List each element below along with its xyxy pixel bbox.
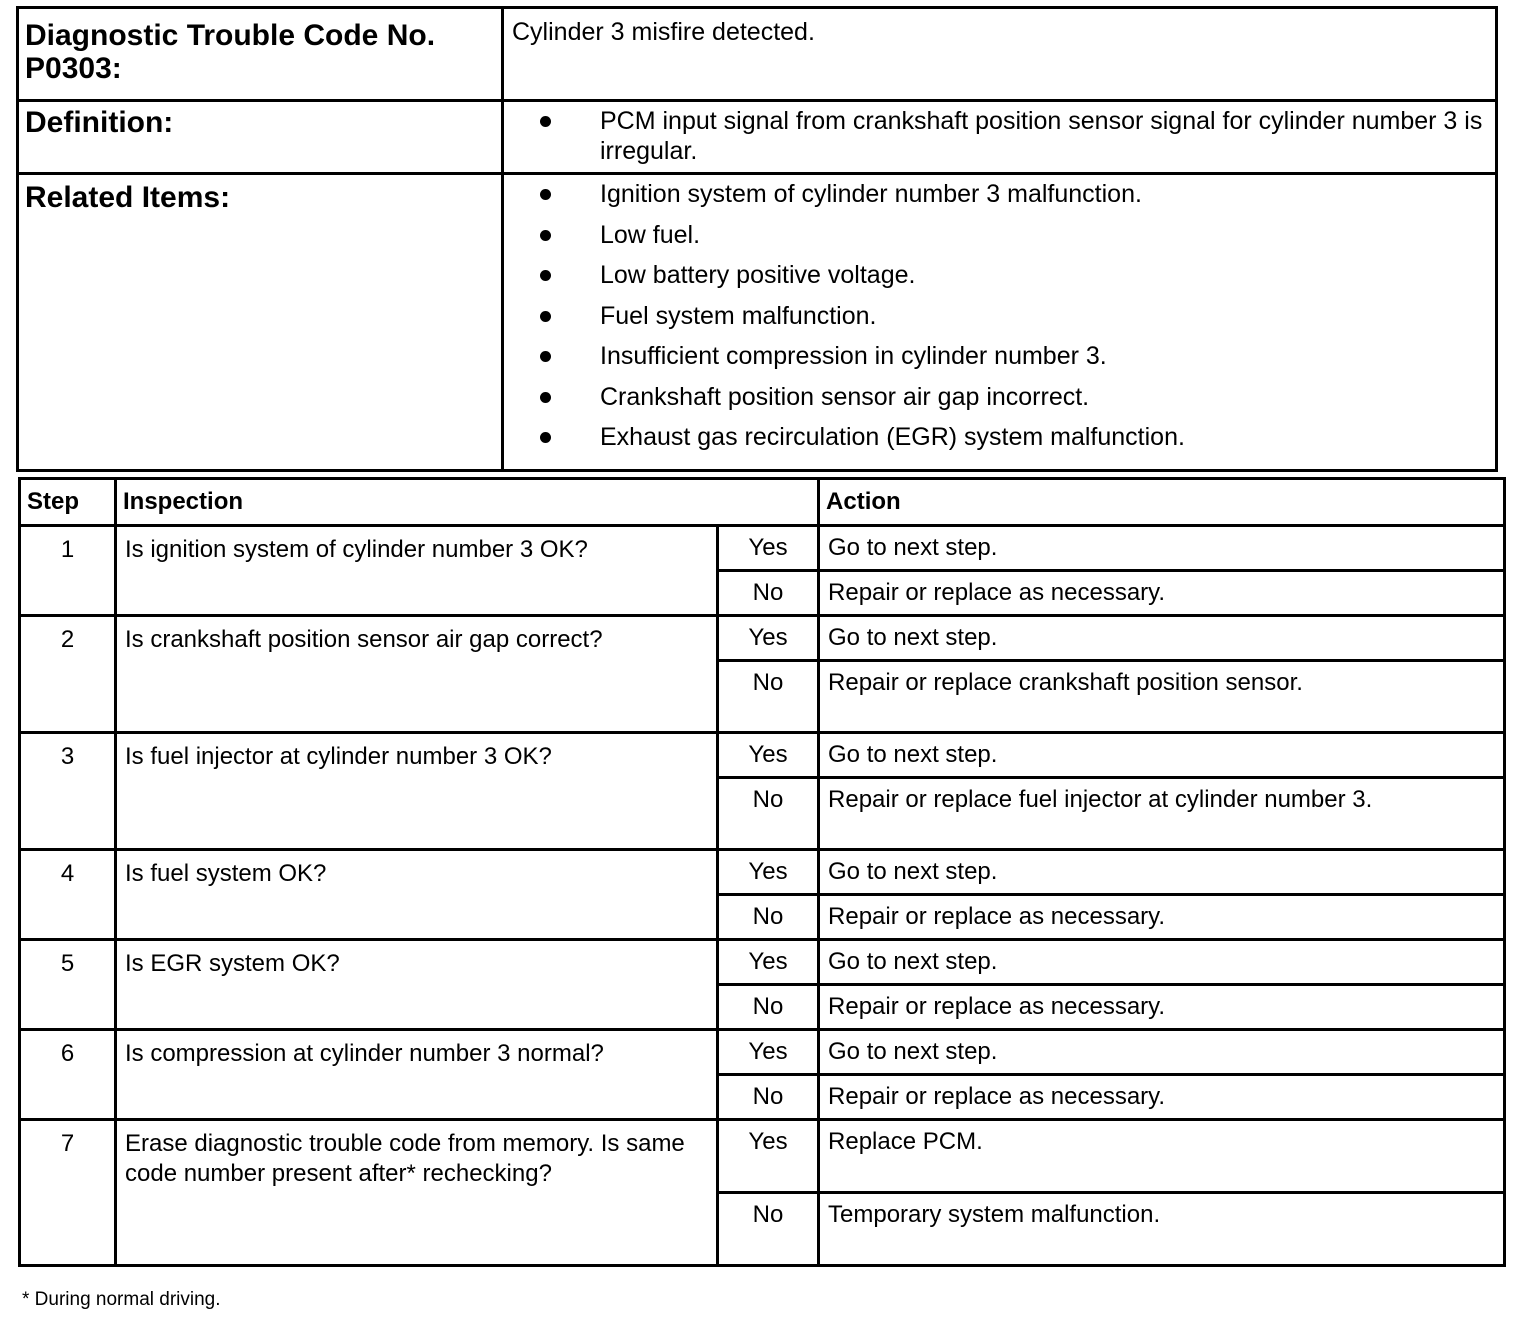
definition-row <box>18 101 1497 174</box>
step-row-yes <box>20 616 1505 661</box>
inspection-question: Is fuel system OK? <box>116 850 718 940</box>
related-items-list <box>512 179 1487 452</box>
no-label: No <box>718 661 819 733</box>
yes-label: Yes <box>718 733 819 778</box>
related-item-text: Low fuel. <box>600 220 701 249</box>
step-number: 2 <box>20 616 116 733</box>
related-item-text: Low battery positive voltage. <box>600 261 916 289</box>
no-label: No <box>718 895 819 940</box>
no-action: Temporary system malfunction. <box>819 1193 1505 1266</box>
yes-action: Replace PCM. <box>819 1120 1505 1193</box>
action-column-header: Action <box>819 479 1505 526</box>
yes-action: Go to next step. <box>819 616 1505 661</box>
no-label: No <box>718 1193 819 1266</box>
dtc-code-label: Diagnostic Trouble Code No. P0303: <box>18 8 503 101</box>
related-item <box>512 260 1487 290</box>
yes-label: Yes <box>718 850 819 895</box>
inspection-question: Is fuel injector at cylinder number 3 OK? <box>116 733 718 850</box>
yes-action: Go to next step. <box>819 850 1505 895</box>
definition-label: Definition: <box>18 101 503 174</box>
yes-label: Yes <box>718 616 819 661</box>
related-item <box>512 422 1487 452</box>
related-item-text: Fuel system malfunction. <box>600 301 877 330</box>
dtc-code-row <box>18 8 1497 101</box>
inspection-question: Is EGR system OK? <box>116 940 718 1030</box>
bullet-icon <box>540 189 551 200</box>
dtc-info-table <box>16 6 1498 472</box>
no-action: Repair or replace as necessary. <box>819 895 1505 940</box>
yes-label: Yes <box>718 1120 819 1193</box>
step-column-header: Step <box>20 479 116 526</box>
no-label: No <box>718 571 819 616</box>
steps-header-row <box>20 479 1505 526</box>
step-number: 1 <box>20 526 116 616</box>
related-item-text: Insufficient compression in cylinder number 3. <box>600 342 1107 370</box>
bullet-icon <box>540 311 551 322</box>
bullet-icon <box>540 392 551 403</box>
related-item <box>512 341 1487 371</box>
bullet-icon <box>540 270 551 281</box>
yes-label: Yes <box>718 1030 819 1075</box>
step-row-yes <box>20 1120 1505 1193</box>
bullet-icon <box>540 230 551 241</box>
step-row-yes <box>20 733 1505 778</box>
yes-action: Go to next step. <box>819 733 1505 778</box>
no-action: Repair or replace as necessary. <box>819 1075 1505 1120</box>
no-action: Repair or replace crankshaft position sensor. <box>819 661 1505 733</box>
inspection-column-header: Inspection <box>116 479 819 526</box>
inspection-question: Is compression at cylinder number 3 normal? <box>116 1030 718 1120</box>
bullet-icon <box>540 351 551 362</box>
step-number: 7 <box>20 1120 116 1266</box>
steps-body <box>20 526 1505 1266</box>
no-action: Repair or replace as necessary. <box>819 571 1505 616</box>
related-item-text: Crankshaft position sensor air gap incorrect. <box>600 382 1090 411</box>
step-row-yes <box>20 1030 1505 1075</box>
step-number: 6 <box>20 1030 116 1120</box>
related-item-text: Ignition system of cylinder number 3 malfunction. <box>600 180 1142 208</box>
no-label: No <box>718 985 819 1030</box>
inspection-question: Is ignition system of cylinder number 3 OK? <box>116 526 718 616</box>
yes-action: Go to next step. <box>819 1030 1505 1075</box>
no-action: Repair or replace as necessary. <box>819 985 1505 1030</box>
step-row-yes <box>20 526 1505 571</box>
footnote: * During normal driving. <box>22 1289 221 1310</box>
yes-label: Yes <box>718 940 819 985</box>
yes-label: Yes <box>718 526 819 571</box>
no-label: No <box>718 1075 819 1120</box>
bullet-icon <box>540 432 551 443</box>
step-number: 4 <box>20 850 116 940</box>
no-label: No <box>718 778 819 850</box>
dtc-code-description: Cylinder 3 misfire detected. <box>503 8 1497 101</box>
inspection-question: Is crankshaft position sensor air gap correct? <box>116 616 718 733</box>
related-item <box>512 382 1487 412</box>
related-item <box>512 301 1487 331</box>
related-item <box>512 220 1487 250</box>
related-item-text: Exhaust gas recirculation (EGR) system malfunction. <box>600 423 1185 451</box>
related-item <box>512 179 1487 209</box>
yes-action: Go to next step. <box>819 940 1505 985</box>
step-number: 3 <box>20 733 116 850</box>
step-row-yes <box>20 940 1505 985</box>
step-row-yes <box>20 850 1505 895</box>
definition-item <box>512 106 1487 166</box>
bullet-icon <box>540 116 551 127</box>
no-action: Repair or replace fuel injector at cylinder number 3. <box>819 778 1505 850</box>
related-items-row <box>18 174 1497 471</box>
definition-item-text: PCM input signal from crankshaft position sensor signal for cylinder number 3 is irregular. <box>600 107 1483 165</box>
inspection-question: Erase diagnostic trouble code from memory. Is same code number present after* rechecking? <box>116 1120 718 1266</box>
yes-action: Go to next step. <box>819 526 1505 571</box>
step-number: 5 <box>20 940 116 1030</box>
definition-list <box>512 106 1487 166</box>
diagnostic-steps-table <box>18 477 1506 1267</box>
related-items-label: Related Items: <box>18 174 503 471</box>
